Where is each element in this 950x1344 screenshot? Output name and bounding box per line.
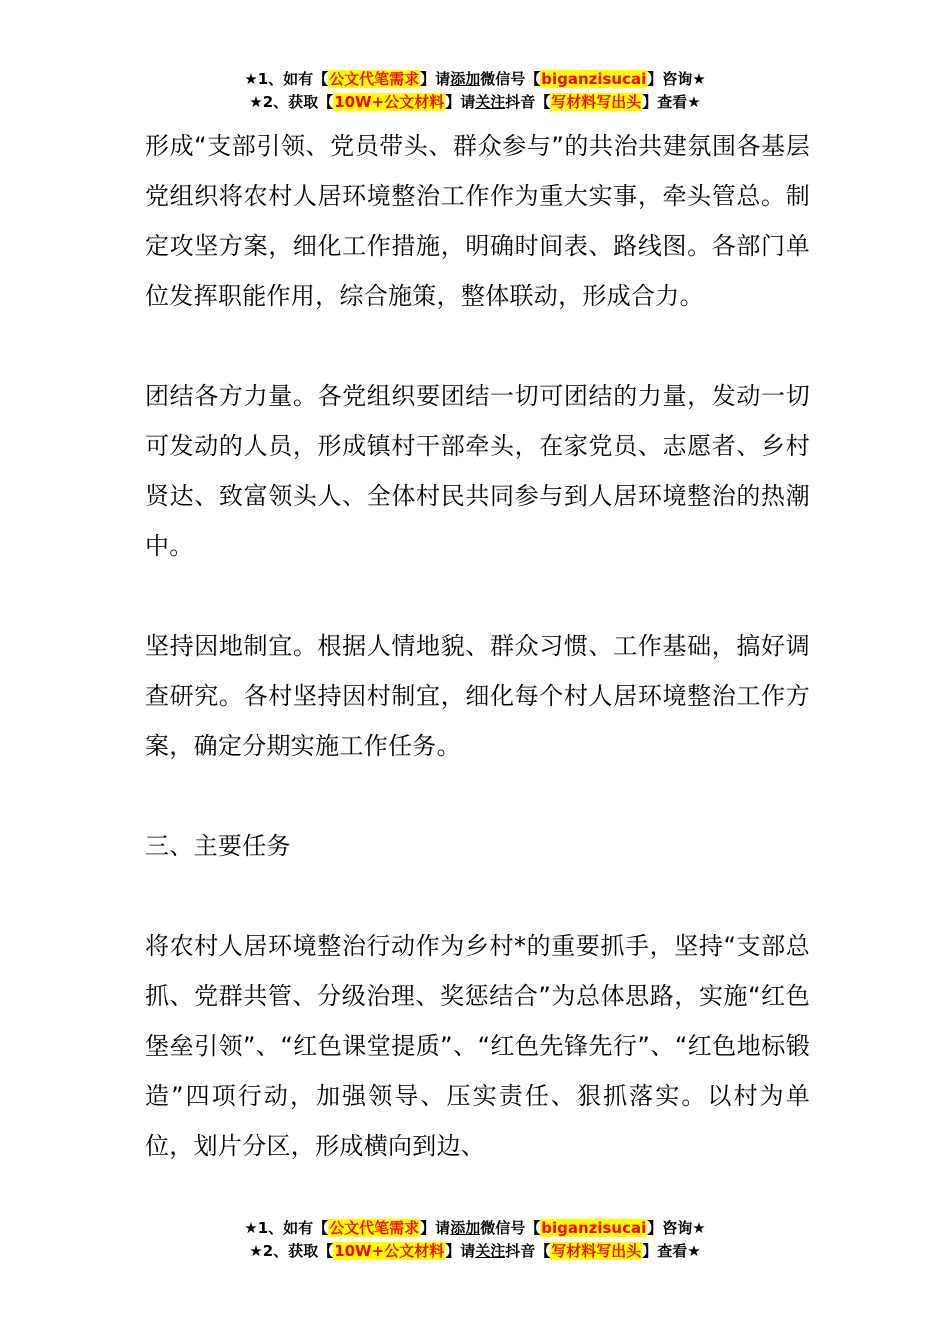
banner-highlight-douyin: 写材料写出头 xyxy=(551,93,642,111)
banner-line-1: ★1、如有【公文代笔需求】请添加微信号【biganzisucai】咨询★ xyxy=(244,70,706,88)
document-body xyxy=(145,121,810,1171)
paragraph-unite-forces: 团结各方力量。各党组织要团结一切可团结的力量，发动一切可发动的人员，形成镇村干部牵头，在家党员、志愿者、乡村贤达、致富领头人、全体村民共同参与到人居环境整治的热潮中。 xyxy=(145,382,810,560)
banner-highlight-materials: 10W+公文材料 xyxy=(334,93,445,111)
banner-highlight-wechat-id: biganzisucai xyxy=(541,70,647,88)
paragraph-spacer xyxy=(145,871,810,921)
paragraph-local-conditions: 坚持因地制宜。根据人情地貌、群众习惯、工作基础，搞好调查研究。各村坚持因村制宜，细化每个村人居环境整治工作方案，确定分期实施工作任务。 xyxy=(145,632,810,760)
banner-highlight-service: 公文代笔需求 xyxy=(329,70,420,88)
paragraph-spacer xyxy=(145,321,810,371)
header-banner xyxy=(0,68,950,114)
paragraph-spacer xyxy=(145,771,810,821)
section-heading-main-tasks: 三、主要任务 xyxy=(145,832,291,860)
banner-highlight-wechat-id: biganzisucai xyxy=(541,1219,647,1237)
banner-highlight-service: 公文代笔需求 xyxy=(329,1219,420,1237)
banner-line-2: ★2、获取【10W+公文材料】请关注抖音【写材料写出头】查看★ xyxy=(249,93,701,111)
paragraph-governance: 形成“支部引领、党员带头、群众参与”的共治共建氛围各基层党组织将农村人居环境整治工作作为重大实事，牵头管总。制定攻坚方案，细化工作措施，明确时间表、路线图。各部门单位发挥职能作用，综合施策，整体联动，形成合力。 xyxy=(145,132,810,310)
footer-banner xyxy=(0,1217,950,1263)
banner-highlight-materials: 10W+公文材料 xyxy=(334,1242,445,1260)
banner-line-2: ★2、获取【10W+公文材料】请关注抖音【写材料写出头】查看★ xyxy=(249,1242,701,1260)
paragraph-spacer xyxy=(145,571,810,621)
banner-line-1: ★1、如有【公文代笔需求】请添加微信号【biganzisucai】咨询★ xyxy=(244,1219,706,1237)
paragraph-main-tasks: 将农村人居环境整治行动作为乡村*的重要抓手，坚持“支部总抓、党群共管、分级治理、奖惩结合”为总体思路，实施“红色堡垒引领”、“红色课堂提质”、“红色先锋先行”、“红色地标锻造”四项行动，加强领导、压实责任、狠抓落实。以村为单位，划片分区，形成横向到边、 xyxy=(145,932,810,1160)
banner-highlight-douyin: 写材料写出头 xyxy=(551,1242,642,1260)
